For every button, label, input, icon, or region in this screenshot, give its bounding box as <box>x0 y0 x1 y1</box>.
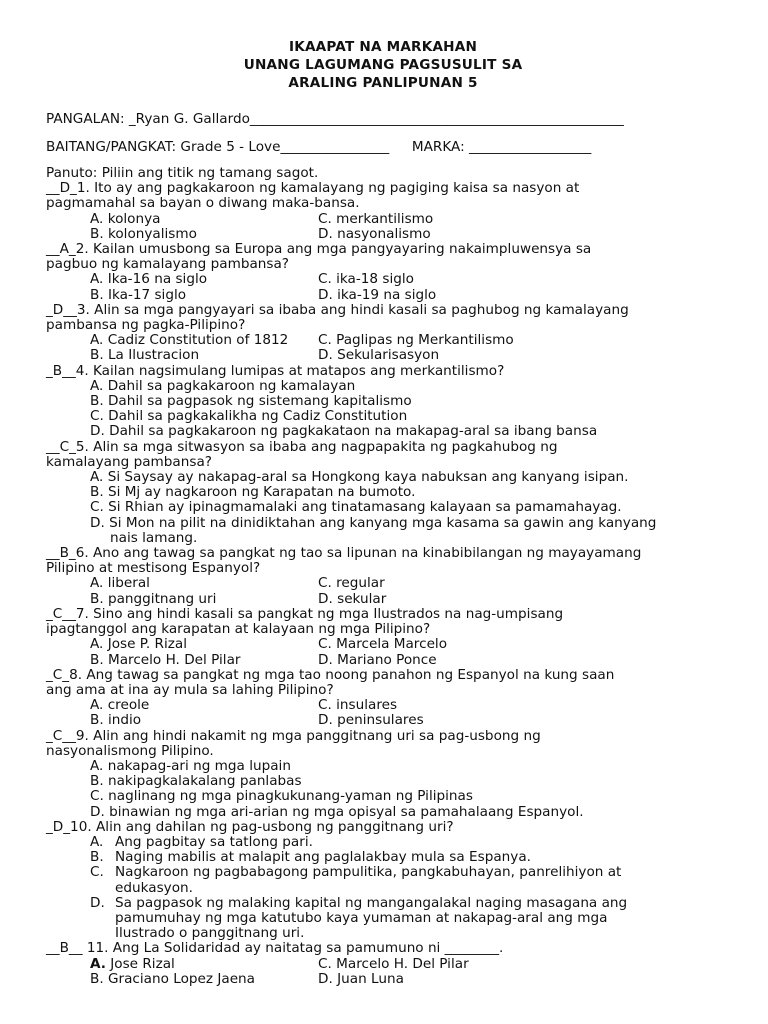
question-6 <box>46 546 720 607</box>
question-stem: pagmamahal sa bayan o diwang maka-bansa. <box>46 195 360 212</box>
option-letter: A. <box>90 833 104 850</box>
option-a <box>46 957 318 972</box>
question-stem: pagbuo ng kamalayang pambansa? <box>46 256 290 273</box>
question-stem: pambansa ng pagka-Pilipino? <box>46 317 246 334</box>
grade-field: BAITANG/PANGKAT: Grade 5 - Love________________ <box>46 139 390 155</box>
question-1 <box>46 181 720 242</box>
option-c: C. merkantilismo <box>318 210 434 227</box>
option-d: D. Juan Luna <box>318 970 404 987</box>
question-stem: __A_2. Kailan umusbong sa Europa ang mga pangyayaring nakaimpluwensya sa <box>46 241 592 258</box>
score-field: MARKA: __________________ <box>411 139 592 155</box>
option-b: B. Graciano Lopez Jaena <box>90 970 256 987</box>
question-stem: ipagtanggol ang karapatan at kalayaan ng mga Pilipino? <box>46 621 431 638</box>
option-a <box>46 835 720 850</box>
question-stem: _D__3. Alin sa mga pangyayari sa ibaba ang hindi kasali sa paghubog ng kamalayang <box>46 301 629 318</box>
option-b: B. nakipagkalakalang panlabas <box>90 773 302 790</box>
option-letter: C. <box>90 864 104 881</box>
question-stem: __B__ 11. Ang La Solidaridad ay naitatag sa pamumuno ni ________. <box>46 940 504 957</box>
option-c: C. Paglipas ng Merkantilismo <box>318 332 514 349</box>
option-text-block <box>115 896 720 942</box>
header-quarter: IKAAPAT NA MARKAHAN <box>288 39 478 55</box>
question-stem: ang ama at ina ay mula sa lahing Pilipino? <box>46 681 334 698</box>
question-stem: _B__4. Kailan nagsimulang lumipas at matapos ang merkantilismo? <box>46 362 505 379</box>
option-text: Ang pagbitay sa tatlong pari. <box>115 833 313 850</box>
question-9 <box>46 729 720 820</box>
option-a: A. Cadiz Constitution of 1812 <box>90 332 289 349</box>
option-letter: B. <box>90 849 104 866</box>
option-c: C. insulares <box>318 697 398 714</box>
document-header <box>46 38 720 92</box>
header-subject: ARALING PANLIPUNAN 5 <box>288 75 478 91</box>
option-d: D. peninsulares <box>318 712 424 729</box>
question-stem: nasyonalismong Pilipino. <box>46 742 214 759</box>
question-3 <box>46 303 720 364</box>
option-c: C. naglinang ng mga pinagkukunang-yaman ng Pilipinas <box>90 788 473 805</box>
option-letter: D. <box>90 894 105 911</box>
option-d <box>46 896 720 942</box>
option-text-block <box>115 865 720 895</box>
option-b: B. indio <box>90 712 142 729</box>
option-text: pamumuhay ng mga katutubo kaya yumaman at nakapag-aral ang mga <box>115 909 608 926</box>
question-stem: kamalayang pambansa? <box>46 453 212 470</box>
question-stem: __B_6. Ano ang tawag sa pangkat ng tao sa lipunan na kinabibilangan ng mayayamang <box>46 545 642 562</box>
option-text: Jose Rizal <box>105 955 175 972</box>
option-c: C. ika-18 siglo <box>318 271 414 288</box>
question-4 <box>46 364 720 440</box>
question-7 <box>46 607 720 668</box>
question-10 <box>46 820 720 942</box>
question-5 <box>46 440 720 546</box>
question-stem: _C__7. Sino ang hindi kasali sa pangkat ng mga Ilustrados na nag-umpisang <box>46 605 564 622</box>
option-c: C. Marcelo H. Del Pilar <box>318 955 469 972</box>
question-stem: Pilipino at mestisong Espanyol? <box>46 560 261 577</box>
option-a: A. creole <box>90 697 150 714</box>
option-b <box>46 850 720 865</box>
option-a: A. Ika-16 na siglo <box>90 271 208 288</box>
option-text: edukasyon. <box>115 879 193 896</box>
option-a: A. nakapag-ari ng mga lupain <box>90 757 291 774</box>
option-a: A. Si Saysay ay nakapag-aral sa Hongkong kaya nabuksan ang kanyang isipan. <box>90 469 629 486</box>
option-d: D. nasyonalismo <box>318 225 431 242</box>
option-b: B. panggitnang uri <box>90 590 217 607</box>
option-a: A. Dahil sa pagkakaroon ng kamalayan <box>90 377 356 394</box>
option-c: C. Marcela Marcelo <box>318 636 448 653</box>
option-d: D. ika-19 na siglo <box>318 286 437 303</box>
name-field: PANGALAN: _Ryan G. Gallardo_______________________________________________________ <box>46 111 624 127</box>
option-c: C. regular <box>318 575 385 592</box>
question-11 <box>46 941 720 987</box>
question-stem: _D_10. Alin ang dahilan ng pag-usbong ng panggitnang uri? <box>46 818 454 835</box>
option-d: D. Mariano Ponce <box>318 651 437 668</box>
question-stem: _C_8. Ang tawag sa pangkat ng mga tao noong panahon ng Espanyol na kung saan <box>46 666 615 683</box>
question-2 <box>46 242 720 303</box>
option-b: B. Si Mj ay nagkaroon ng Karapatan na bumoto. <box>90 484 416 501</box>
option-text: Sa pagpasok ng malaking kapital ng mangangalakal naging masagana ang <box>115 894 628 911</box>
question-stem: __C_5. Alin sa mga sitwasyon sa ibaba ang nagpapakita ng pagkahubog ng <box>46 438 558 455</box>
option-b: B. Dahil sa pagpasok ng sistemang kapitalismo <box>90 393 412 410</box>
option-text: Naging mabilis at malapit ang paglalakbay mula sa Espanya. <box>115 849 531 866</box>
question-stem: __D_1. Ito ay ang pagkakaroon ng kamalayang ng pagiging kaisa sa nasyon at <box>46 180 580 197</box>
option-a: A. Jose P. Rizal <box>90 636 187 653</box>
option-text: Ilustrado o panggitnang uri. <box>115 925 305 942</box>
option-b: B. La Ilustracion <box>90 347 200 364</box>
question-8 <box>46 668 720 729</box>
option-d: D. binawian ng mga ari-arian ng mga opisyal sa pamahalaang Espanyol. <box>90 803 584 820</box>
option-a: A. kolonya <box>90 210 161 227</box>
option-d: D. sekular <box>318 590 387 607</box>
option-d-continued: nais lamang. <box>110 529 198 546</box>
option-b: B. Marcelo H. Del Pilar <box>90 651 241 668</box>
option-b: B. Ika-17 siglo <box>90 286 187 303</box>
question-stem: _C__9. Alin ang hindi nakamit ng mga panggitnang uri sa pag-usbong ng <box>46 727 541 744</box>
instructions: Panuto: Piliin ang titik ng tamang sagot. <box>46 165 319 181</box>
option-d: D. Si Mon na pilit na dinidiktahan ang kanyang mga kasama sa gawin ang kanyang <box>90 514 657 531</box>
option-b: B. kolonyalismo <box>90 225 197 242</box>
option-c <box>46 865 720 895</box>
option-c: C. Si Rhian ay ipinagmamalaki ang tinatamasang kalayaan sa pamamahayag. <box>90 499 622 516</box>
option-d: D. Dahil sa pagkakaroon ng pagkakataon na makapag-aral sa ibang bansa <box>90 423 598 440</box>
header-test-name: UNANG LAGUMANG PAGSUSULIT SA <box>243 57 523 73</box>
option-d: D. Sekularisasyon <box>318 347 440 364</box>
option-c: C. Dahil sa pagkakalikha ng Cadiz Constitution <box>90 408 408 425</box>
option-letter: A. <box>90 955 106 972</box>
grade-score-row <box>46 138 720 156</box>
option-text: Nagkaroon ng pagbabagong pampulitika, pangkabuhayan, panrelihiyon at <box>115 864 622 881</box>
option-a: A. liberal <box>90 575 150 592</box>
